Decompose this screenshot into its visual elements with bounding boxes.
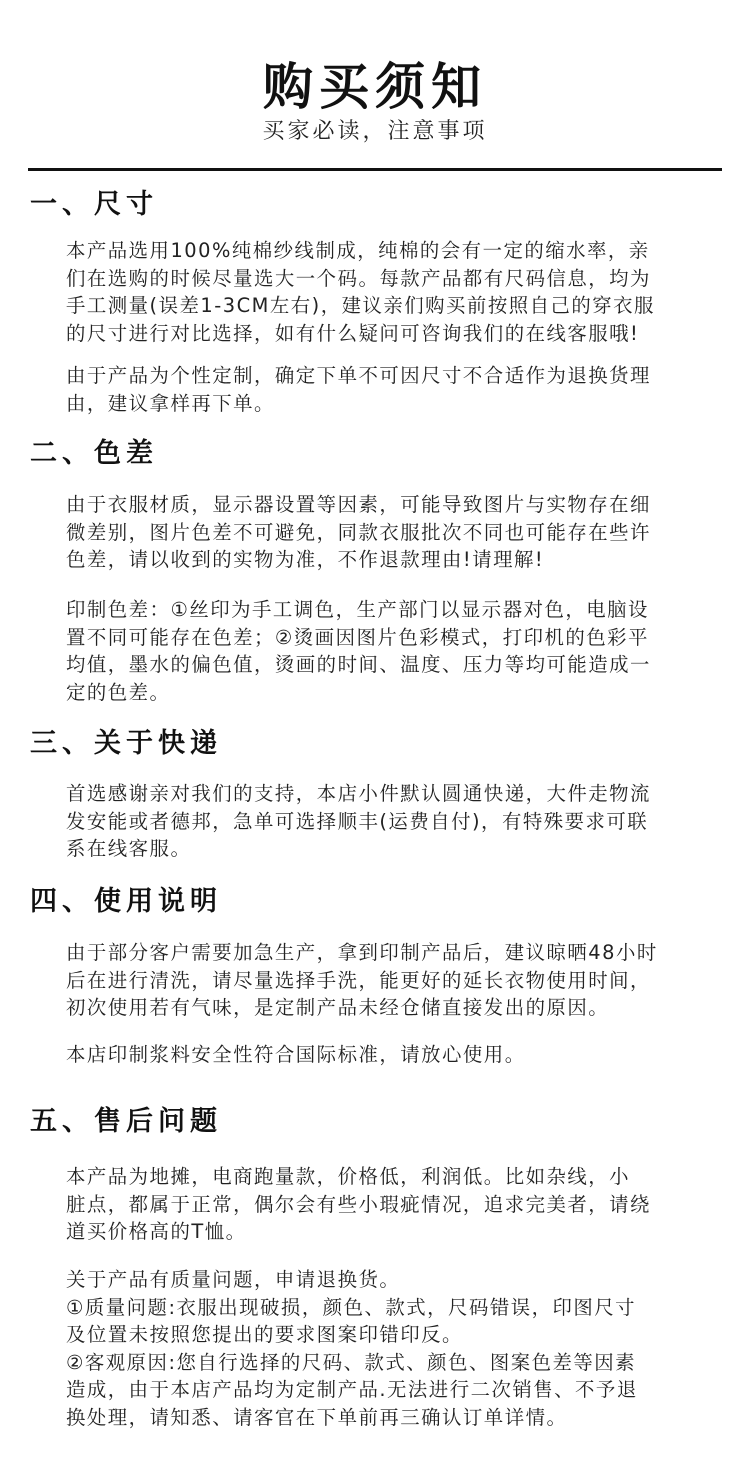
header-divider [28, 168, 722, 171]
text-line: 发安能或者德邦，急单可选择顺丰(运费自付)，有特殊要求可联 [66, 809, 649, 833]
section-usage-paragraph [66, 939, 706, 1022]
text-line: 置不同可能存在色差；②烫画因图片色彩模式，打印机的色彩平 [66, 625, 649, 649]
text-line: 由于产品为个性定制，确定下单不可因尺寸不合适作为退换货理 [66, 364, 651, 387]
text-line: 色差，请以收到的实物为准，不作退款理由!请理解! [66, 548, 545, 571]
section-aftersales-paragraph [66, 1163, 706, 1246]
page-title: 购买须知 [263, 58, 487, 116]
section-size-heading: 一、尺寸 [30, 189, 158, 220]
text-line: 均值，墨水的偏色值，烫画的时间、温度、压力等均可能造成一 [66, 653, 651, 676]
section-aftersales-paragraph [66, 1266, 706, 1431]
text-line: 本店印制浆料安全性符合国际标准，请放心使用。 [66, 1043, 526, 1066]
text-line: 定的色差。 [66, 680, 171, 704]
text-line: 印制色差：①丝印为手工调色，生产部门以显示器对色，电脑设 [66, 598, 649, 621]
text-line: 由于部分客户需要加急生产，拿到印制产品后，建议晾晒48小时 [66, 941, 658, 964]
section-usage-heading: 四、使用说明 [30, 886, 222, 917]
section-color-paragraph [66, 596, 706, 706]
section-size-paragraph [66, 237, 706, 347]
text-line: 手工测量(误差1-3CM左右)，建议亲们购买前按照自己的穿衣服 [66, 294, 655, 317]
text-line: 本产品为地摊，电商跑量款，价格低，利润低。比如杂线，小 [66, 1165, 631, 1188]
text-line: 脏点，都属于正常，偶尔会有些小瑕疵情况，追求完美者，请绕 [66, 1192, 651, 1216]
text-line: 由于衣服材质，显示器设置等因素，可能导致图片与实物存在细 [66, 493, 651, 516]
text-line: 造成，由于本店产品均为定制产品.无法进行二次销售、不予退 [66, 1378, 638, 1401]
text-line: ②客观原因:您自行选择的尺码、款式、颜色、图案色差等因素 [66, 1350, 637, 1374]
text-line: 们在选购的时候尽量选大一个码。每款产品都有尺码信息，均为 [66, 266, 651, 290]
text-line: 首选感谢亲对我们的支持，本店小件默认圆通快递，大件走物流 [66, 782, 651, 805]
text-line: 由，建议拿样再下单。 [66, 391, 275, 415]
section-usage-paragraph [66, 1041, 706, 1069]
text-line: 微差别，图片色差不可避免，同款衣服批次不同也可能存在些许 [66, 520, 651, 544]
text-line: 的尺寸进行对比选择，如有什么疑问可咨询我们的在线客服哦! [66, 321, 640, 345]
text-line: 道买价格高的T恤。 [66, 1220, 247, 1243]
section-delivery-heading: 三、关于快递 [30, 728, 222, 759]
text-line: ①质量问题:衣服出现破损，颜色、款式，尺码错误，印图尺寸 [66, 1295, 637, 1319]
text-line: 及位置未按照您提出的要求图案印错印反。 [66, 1323, 463, 1346]
section-color-paragraph [66, 491, 706, 574]
text-line: 本产品选用100%纯棉纱线制成，纯棉的会有一定的缩水率，亲 [66, 239, 650, 262]
text-line: 系在线客服。 [66, 837, 192, 860]
text-line: 后在进行清洗，请尽量选择手洗，能更好的延长衣物使用时间， [66, 968, 651, 992]
text-line: 关于产品有质量问题，申请退换货。 [66, 1268, 401, 1291]
section-size-paragraph [66, 362, 706, 417]
section-delivery-paragraph [66, 780, 706, 863]
text-line: 初次使用若有气味，是定制产品未经仓储直接发出的原因。 [66, 996, 610, 1019]
section-color-heading: 二、色差 [30, 438, 158, 469]
section-aftersales-heading: 五、售后问题 [30, 1106, 222, 1137]
page-subtitle: 买家必读，注意事项 [262, 119, 488, 144]
text-line: 换处理，请知悉、请客官在下单前再三确认订单详情。 [66, 1405, 568, 1429]
